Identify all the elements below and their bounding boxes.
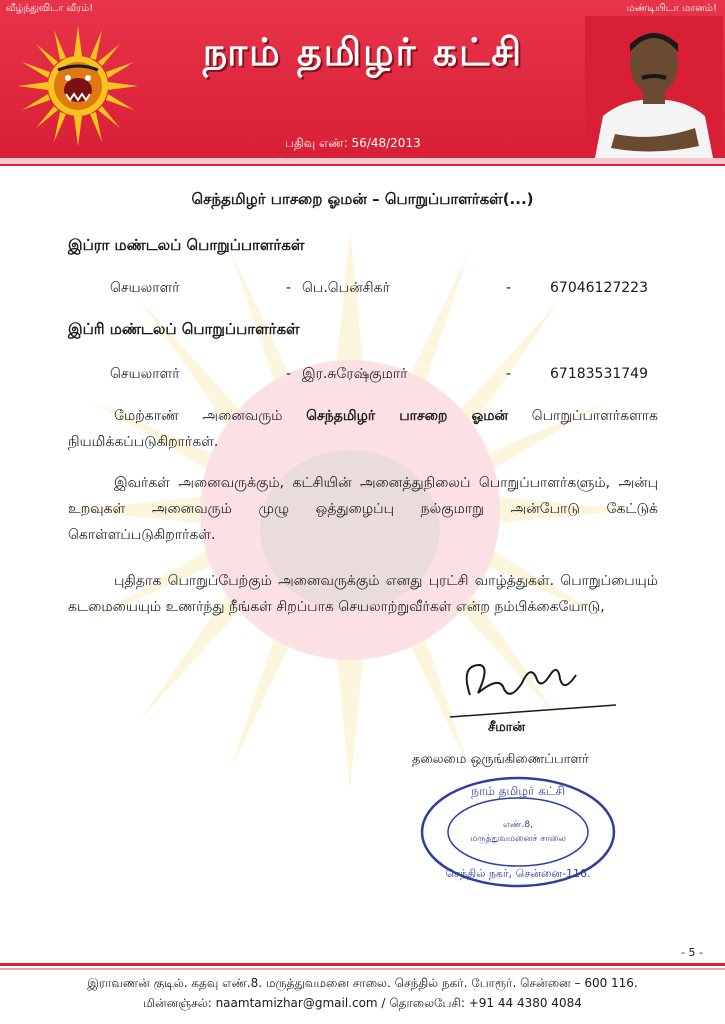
tiger-sun-logo-icon [18,26,138,146]
section-heading-ibri: இப்ரி மண்டலப் பொறுப்பாளர்கள் [68,320,300,338]
separator-dash: - [506,366,512,382]
footer-rule [0,963,725,966]
registration-number: பதிவு எண்: 56/48/2013 [285,136,421,150]
paragraph-cooperation: இவர்கள் அனைவருக்கும், கட்சியின் அனைத்துநிலைப் பொறுப்பாளர்களும், அன்பு உறவுகள் அனைவரும் முழு ஒத்துழைப்பு நல்குமாறு அன்போடு கேட்டுக் கொள்ளப்படுகிறார்கள். [68,475,658,543]
signatory-name: சீமான் [488,720,526,735]
paragraph-appointment [68,403,658,455]
member-role: செயலாளர் [110,280,180,296]
separator-dash: - [286,366,292,382]
footer-address: இராவணன் குடில். கதவு எண்.8. மருத்துவமனை சாலை. செந்தில் நகர். போரூர். சென்னை – 600 116. [87,976,638,990]
svg-text:நாம் தமிழர் கட்சி: நாம் தமிழர் கட்சி [471,784,565,798]
member-role: செயலாளர் [110,366,180,382]
paragraph-wishes: புதிதாக பொறுப்பேற்கும் அனைவருக்கும் எனது புரட்சி வாழ்த்துகள். பொறுப்பையும் கடமையையும் உணர்ந்து நீங்கள் சிறப்பாக செயலாற்றுவீர்கள் என்ற நம்பிக்கையோடு, [68,573,658,615]
paragraph-bold-text: செந்தமிழர் பாசறை ஓமன் [306,408,509,424]
letterhead-banner [0,0,725,158]
member-id: 67183531749 [550,366,648,382]
svg-text:எண்.8,: எண்.8, [503,820,533,830]
party-title: நாம் தமிழர் கட்சி [202,30,524,74]
paragraph-text: மேற்காண் அனைவரும் [114,408,307,424]
footer-contact: மின்னஞ்சல்: naamtamizhar@gmail.com / தொலைபேசி: +91 44 4380 4084 [143,996,582,1010]
member-name: இர.சுரேஷ்குமார் [302,366,408,382]
handwritten-signature [440,645,620,725]
page-number: - 5 - [681,946,703,959]
paragraph-text: பொறுப்பாளர்களாக நியமிக்கப்படுகிறார்கள். [68,408,658,450]
document-heading: செந்தமிழர் பாசறை ஓமன் – பொறுப்பாளர்கள்(...) [191,190,534,208]
header-stripe-line [0,164,725,166]
separator-dash: - [286,280,292,296]
svg-text:செந்தில் நகர், சென்னை-116.: செந்தில் நகர், சென்னை-116. [445,867,591,880]
footer-rule-light [0,968,725,970]
party-seal-stamp [418,775,618,890]
separator-dash: - [506,280,512,296]
leader-portrait [585,16,723,158]
signatory-title: தலைமை ஒருங்கிணைப்பாளர் [412,752,589,767]
svg-text:மருத்துவமனைச் சாலை: மருத்துவமனைச் சாலை [470,834,566,844]
slogan-left: வீழ்ந்துவிடா வீரம்! [6,3,94,14]
slogan-right: மண்டியிடா மானம்! [626,3,717,14]
member-name: பெ.பென்சிகர் [302,280,390,296]
section-heading-ibra: இப்ரா மண்டலப் பொறுப்பாளர்கள் [68,236,305,254]
member-id: 67046127223 [550,280,648,296]
